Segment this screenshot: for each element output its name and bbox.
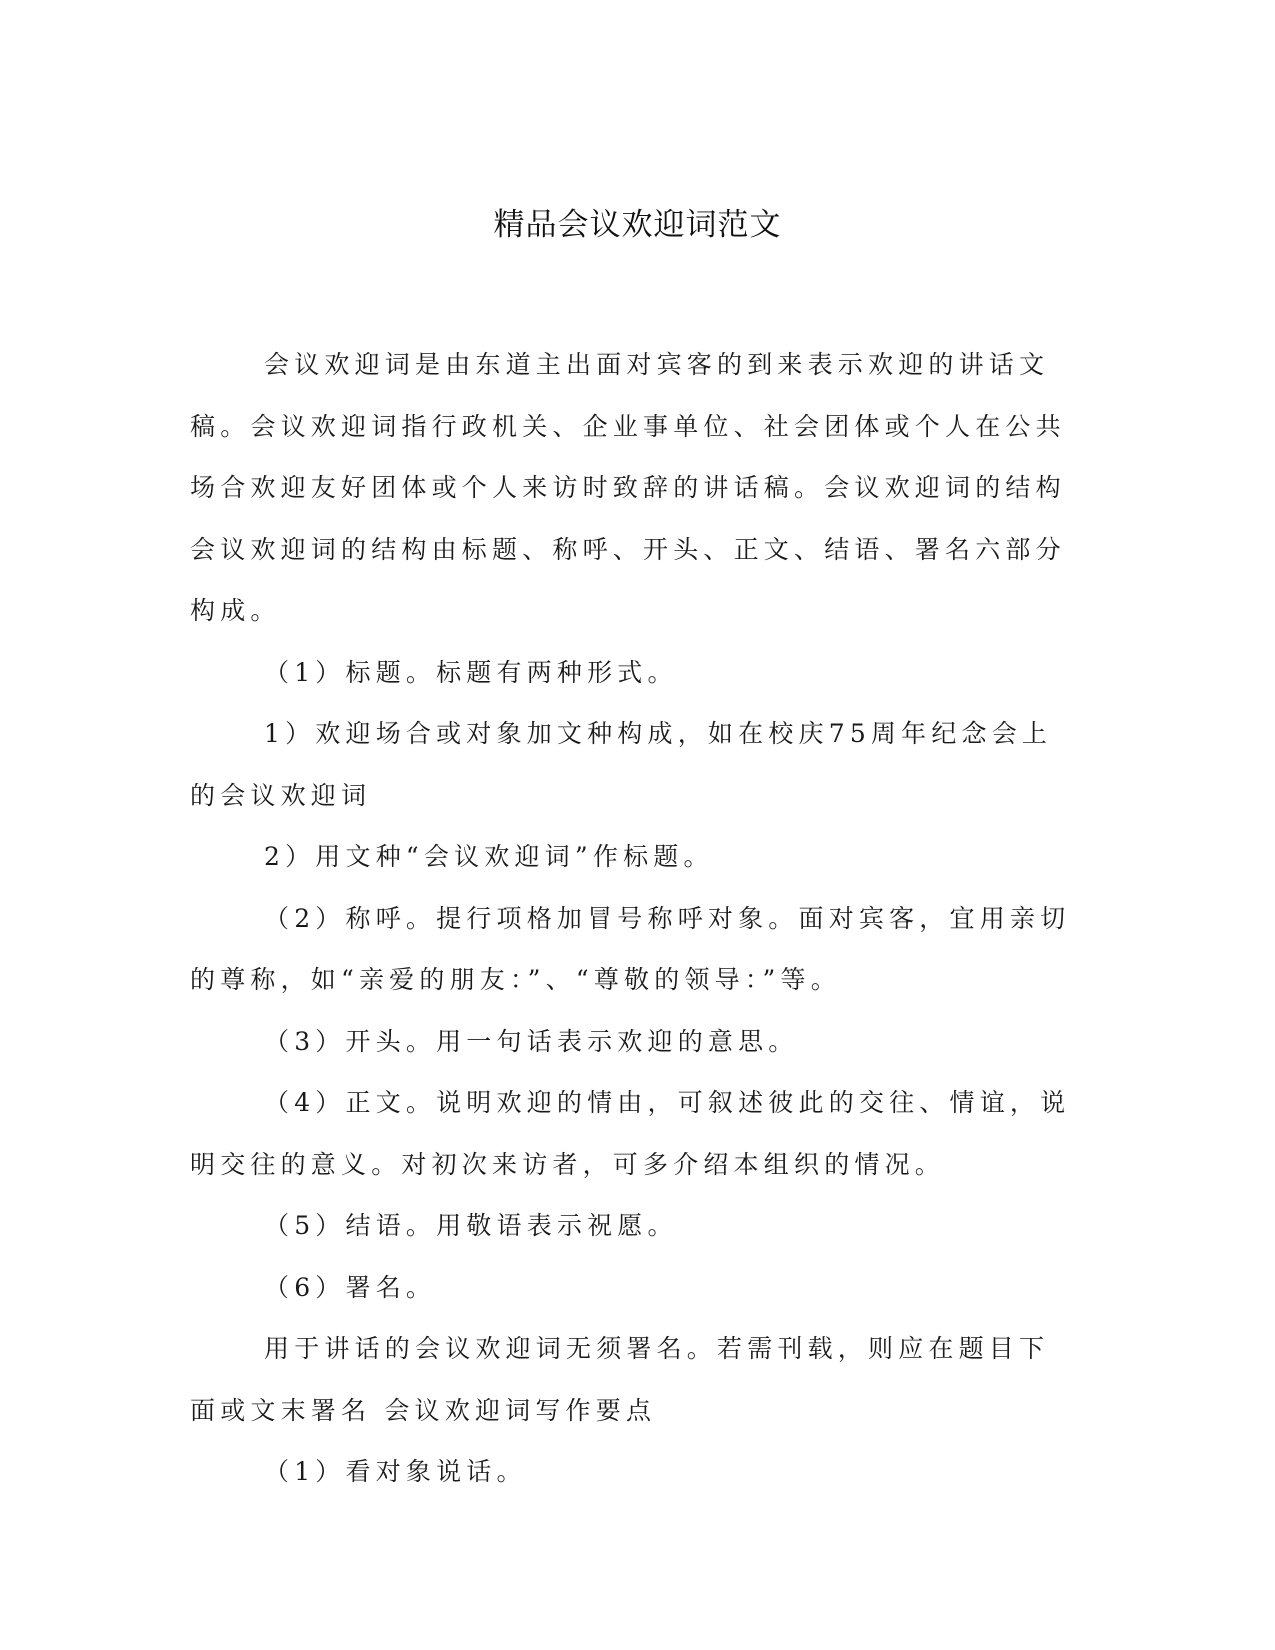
paragraph-intro: 会议欢迎词是由东道主出面对宾客的到来表示欢迎的讲话文稿。会议欢迎词指行政机关、企业事单位、社会团体或个人在公共场合欢迎友好团体或个人来访时致辞的讲话稿。会议欢迎词的结构会议欢迎词的结构由标题、称呼、开头、正文、结语、署名六部分构成。 <box>190 350 1066 625</box>
document-body <box>190 334 1074 1503</box>
document-title: 精品会议欢迎词范文 <box>493 207 782 243</box>
paragraph-writing-point-1: （1）看对象说话。 <box>264 1457 527 1486</box>
paragraph-opening-section: （3）开头。用一句话表示欢迎的意思。 <box>264 1026 799 1056</box>
paragraph-closing-section: （5）结语。用敬语表示祝愿。 <box>264 1211 678 1240</box>
paragraph-body-section: （4）正文。说明欢迎的情由，可叙述彼此的交往、情谊，说明交往的意义。对初次来访者，可多介绍本组织的情况。 <box>190 1088 1071 1179</box>
paragraph-signature-note: 用于讲话的会议欢迎词无须署名。若需刊载，则应在题目下面或文末署名 会议欢迎词写作要点 <box>190 1334 1050 1425</box>
paragraph-title-section: （1）标题。标题有两种形式。 <box>264 657 678 687</box>
paragraph-signature-section: （6）署名。 <box>264 1272 437 1302</box>
paragraph-title-form-2: 2）用文种“会议欢迎词”作标题。 <box>264 842 714 871</box>
paragraph-salutation-section: （2）称呼。提行项格加冒号称呼对象。面对宾客，宜用亲切的尊称，如“亲爱的朋友：”、“尊敬的领导：”等。 <box>190 903 1071 994</box>
paragraph-title-form-1: 1）欢迎场合或对象加文种构成，如在校庆75周年纪念会上的会议欢迎词 <box>190 719 1053 810</box>
